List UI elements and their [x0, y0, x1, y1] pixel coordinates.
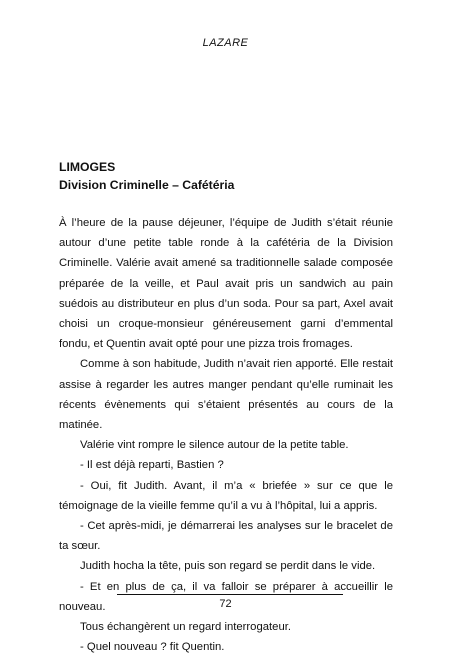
- section-location: Division Criminelle – Cafétéria: [59, 178, 235, 192]
- running-header: LAZARE: [202, 37, 249, 49]
- paragraph: Valérie vint rompre le silence autour de la petite table.: [80, 439, 349, 452]
- paragraph: À l’heure de la pause déjeuner, l’équipe de Judith s’était réunie autour d’une petite table ronde à la cafétéria de la Division Criminelle. Valérie avait amené sa traditionnelle salade composée préparée de la veille, et Paul avait pris un sandwich au pain suédois au distributeur en plus d’un soda. Pour sa part, Axel avait choisi un croque-monsieur généreusement garni d’emmental fondu, et Quentin avait opté pour une pizza trois fromages.: [59, 217, 393, 351]
- footer-rule: [117, 594, 343, 595]
- dialogue-line: - Il est déjà reparti, Bastien ?: [80, 459, 224, 472]
- dialogue-line: - Quel nouveau ? fit Quentin.: [80, 641, 225, 654]
- paragraph: Tous échangèrent un regard interrogateur.: [80, 621, 292, 634]
- section-heading: [59, 158, 234, 194]
- paragraph: Judith hocha la tête, puis son regard se perdit dans le vide.: [80, 560, 376, 573]
- dialogue-line: - Cet après-midi, je démarrerai les analyses sur le bracelet de ta sœur.: [59, 520, 393, 553]
- section-place: LIMOGES: [59, 160, 116, 174]
- dialogue-line: - Et en plus de ça, il va falloir se préparer à accueillir le nouveau.: [59, 580, 393, 613]
- paragraph: Comme à son habitude, Judith n’avait rien apporté. Elle restait assise à regarder les autres manger pendant qu’elle ruminait les récents évènements qui s’étaient présentés au cours de la matinée.: [59, 358, 393, 432]
- body-text: [59, 213, 393, 657]
- dialogue-line: - Oui, fit Judith. Avant, il m’a « briefée » sur ce que le témoignage de la vieille femme qu’il a vu à l’hôpital, lui a appris.: [59, 479, 393, 512]
- page-number: 72: [219, 598, 232, 610]
